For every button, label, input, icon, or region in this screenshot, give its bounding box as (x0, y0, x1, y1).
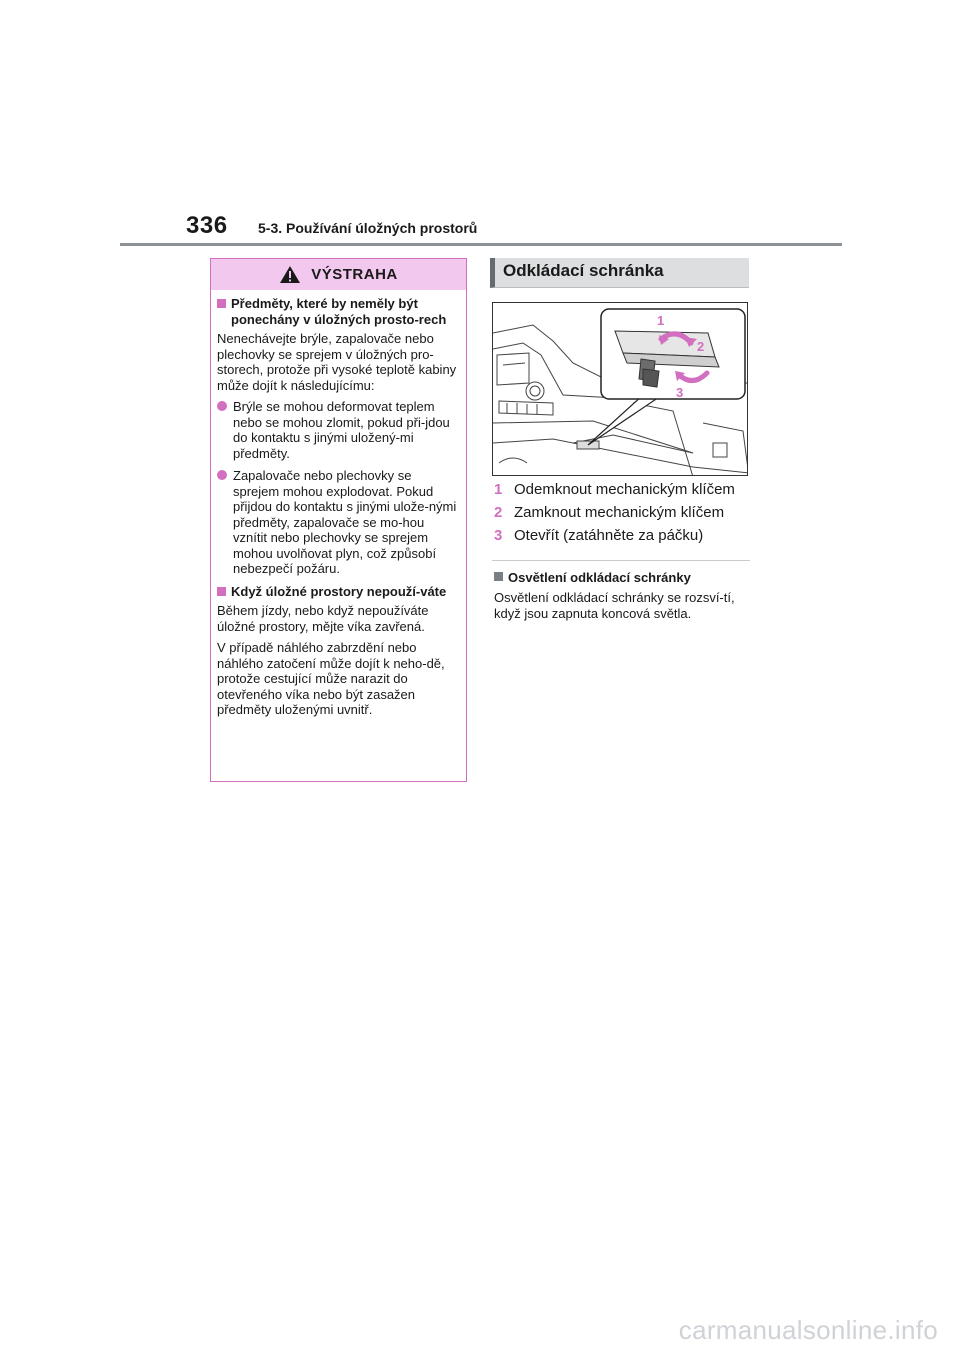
glovebox-heading: Odkládací schránka (490, 258, 749, 288)
steps-list (494, 481, 754, 550)
callout-1: 1 (657, 313, 665, 328)
square-bullet-icon (217, 587, 226, 596)
warning-title: VÝSTRAHA (311, 266, 398, 283)
warning-heading-not-using (217, 584, 458, 600)
glovebox-illustration (492, 302, 748, 476)
warning-paragraph-1: Nenechávejte brýle, zapalovače nebo plechovky se sprejem v úložných pro-storech, protože při vysoké teplotě kabiny může dojít k následujícímu: (217, 331, 457, 393)
circle-bullet-icon (217, 401, 227, 411)
light-heading-row (494, 570, 754, 585)
warning-bullet-2: Zapalovače nebo plechovky se sprejem mohou explodovat. Pokud přijdou do kontaktu s jinými ulože-nými předměty, zapalovače se mo-hou vznítit nebo plechovky se sprejem mohou uvolňovat plyn, což způsobí nebezpečí požáru. (233, 468, 457, 576)
dashboard-drawing (493, 303, 748, 476)
step-number: 2 (494, 504, 503, 521)
callout-2: 2 (697, 339, 705, 354)
warning-paragraph-2: Během jízdy, nebo když nepoužíváte úložné prostory, mějte víka zavřená. (217, 603, 429, 634)
step-number: 1 (494, 481, 503, 498)
warning-triangle-icon (279, 265, 301, 284)
section-divider (492, 560, 750, 561)
square-bullet-icon (494, 572, 503, 581)
step-number: 3 (494, 527, 503, 544)
step-item (494, 504, 754, 522)
circle-bullet-icon (217, 470, 227, 480)
warning-bullet-lighters (217, 468, 458, 577)
warning-box (210, 258, 467, 782)
page-number: 336 (186, 212, 228, 239)
light-text: Osvětlení odkládací schránky se rozsví-tí, když jsou zapnuta koncová světla. (494, 590, 735, 621)
section-title: 5-3. Používání úložných prostorů (258, 220, 478, 236)
warning-body (211, 290, 466, 718)
warning-heading-items (217, 296, 458, 327)
step-text: Zamknout mechanickým klíčem (514, 504, 725, 521)
light-heading: Osvětlení odkládací schránky (508, 570, 691, 585)
step-text: Otevřít (zatáhněte za páčku) (514, 527, 704, 544)
step-item (494, 527, 754, 545)
warning-bullet-glasses (217, 399, 458, 461)
warning-heading-2: Když úložné prostory nepouží-váte (231, 583, 447, 599)
watermark: carmanualsonline.info (678, 1315, 938, 1345)
step-item (494, 481, 754, 499)
square-bullet-icon (217, 299, 226, 308)
header-rule (120, 243, 842, 246)
step-text: Odemknout mechanickým klíčem (514, 481, 735, 498)
warning-bullet-1: Brýle se mohou deformovat teplem nebo se mohou zlomit, pokud při-jdou do kontaktu s jinými uložený-mi předměty. (233, 399, 450, 461)
warning-paragraph-3: V případě náhlého zabrzdění nebo náhlého zatočení může dojít k neho-dě, protože cestující může narazit do otevřeného víka nebo být zasažen předměty uloženými uvnitř. (217, 640, 445, 717)
warning-heading-1: Předměty, které by neměly být ponechány v úložných prosto-rech (231, 296, 447, 327)
callout-3: 3 (676, 385, 684, 400)
warning-header (211, 259, 466, 290)
